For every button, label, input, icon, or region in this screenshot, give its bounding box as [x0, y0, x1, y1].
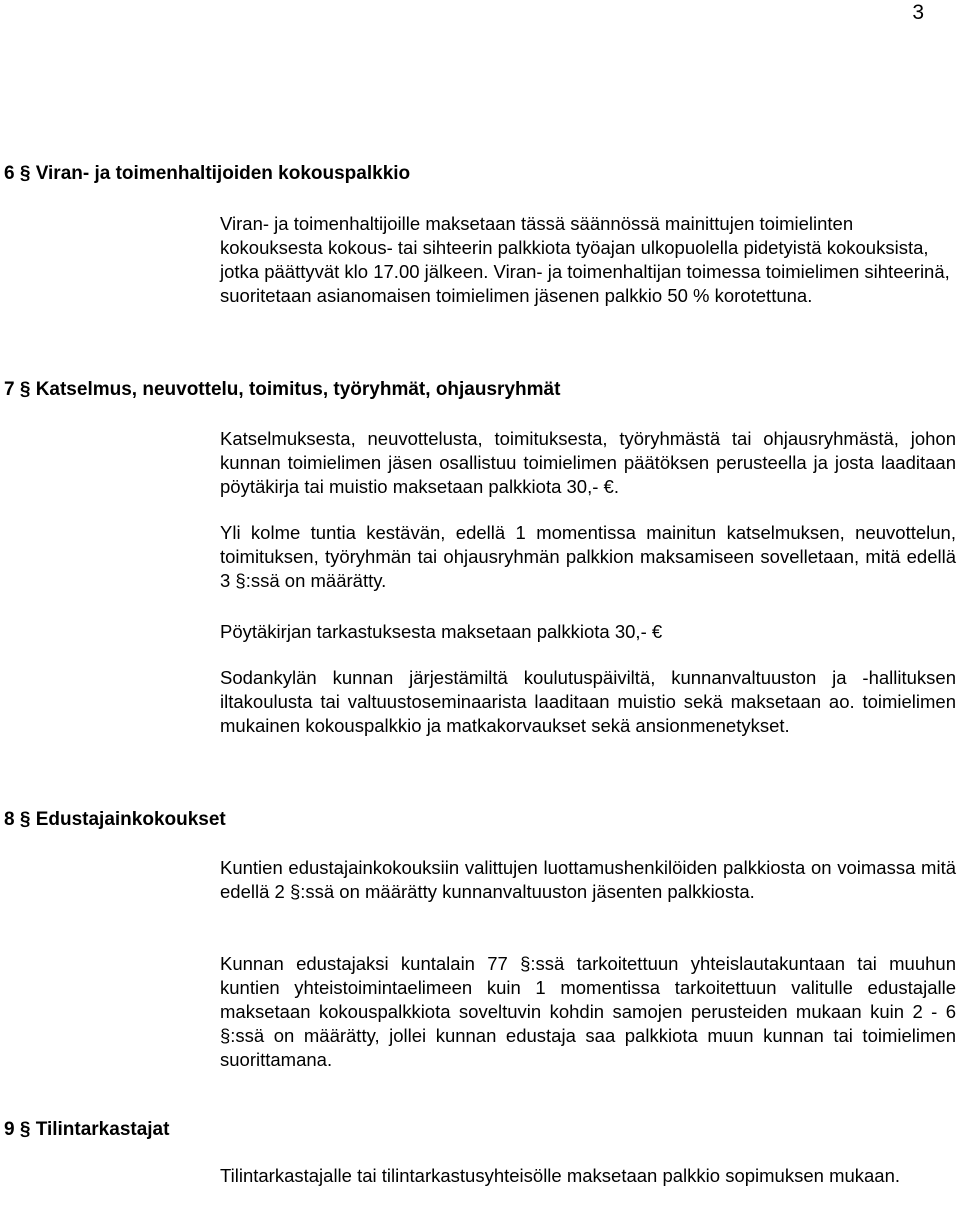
- section-6-paragraph-1: Viran- ja toimenhaltijoille maksetaan tässä säännössä mainittujen toimielinten kokouksesta kokous- tai sihteerin palkkiota työajan ulkopuolella pidetyistä kokouksista, jotka päättyvät klo 17.00 jälkeen. Viran- ja toimenhaltijan toimessa toimielimen sihteerinä, suoritetaan asianomaisen toimielimen jäsenen palkkio 50 % korotettuna.: [220, 213, 950, 306]
- section-7-paragraph-1: Katselmuksesta, neuvottelusta, toimituksesta, työryhmästä tai ohjausryhmästä, johon kunnan toimielimen jäsen osallistuu toimielimen päätöksen perusteella ja josta laaditaan pöytäkirja tai muistio maksetaan palkkiota 30,- €.: [220, 428, 956, 497]
- section-8-heading: 8 § Edustajainkokoukset: [4, 809, 226, 830]
- section-7-paragraph-4: Sodankylän kunnan järjestämiltä koulutuspäiviltä, kunnanvaltuuston ja -hallituksen iltakoulusta tai valtuustoseminaarista laaditaan muistio sekä maksetaan ao. toimielimen mukainen kokouspalkkio ja matkakorvaukset sekä ansionmenetykset.: [220, 667, 956, 736]
- section-6-body: [220, 212, 956, 308]
- section-8-paragraph-1: Kuntien edustajainkokouksiin valittujen luottamushenkilöiden palkkiosta on voimassa mitä edellä 2 §:ssä on määrätty kunnanvaltuuston jäsenten palkkiosta.: [220, 857, 956, 902]
- section-8-paragraph-2: Kunnan edustajaksi kuntalain 77 §:ssä tarkoitettuun yhteislautakuntaan tai muuhun kuntien yhteistoimintaelimeen kuin 1 momentissa tarkoitettuun valitulle edustajalle maksetaan kokouspalkkiota soveltuvin kohdin samojen perusteiden mukaan kuin 2 - 6 §:ssä on määrätty, jollei kunnan edustaja saa palkkiota muun kunnan tai toimielimen suorittamana.: [220, 953, 956, 1070]
- section-7-heading: 7 § Katselmus, neuvottelu, toimitus, työryhmät, ohjausryhmät: [4, 379, 561, 400]
- section-7-body: [220, 427, 956, 499]
- section-7-paragraph-2: Yli kolme tuntia kestävän, edellä 1 momentissa mainitun katselmuksen, neuvottelun, toimituksen, työryhmän tai ohjausryhmän palkkion maksamiseen sovelletaan, mitä edellä 3 §:ssä on määrätty.: [220, 522, 956, 591]
- section-6-heading: 6 § Viran- ja toimenhaltijoiden kokouspalkkio: [4, 163, 411, 184]
- section-7-body-4: [220, 666, 956, 738]
- page-number: 3: [912, 1, 924, 24]
- section-8-body-2: [220, 952, 956, 1072]
- section-7-paragraph-3: Pöytäkirjan tarkastuksesta maksetaan palkkiota 30,- €: [220, 621, 663, 642]
- section-9-paragraph-1: Tilintarkastajalle tai tilintarkastusyhteisölle maksetaan palkkio sopimuksen mukaan.: [220, 1165, 901, 1186]
- section-9-heading: 9 § Tilintarkastajat: [4, 1119, 170, 1140]
- section-9-body: [220, 1164, 956, 1188]
- section-7-body-2: [220, 521, 956, 593]
- section-7-body-3: [220, 620, 956, 644]
- section-8-body: [220, 856, 956, 904]
